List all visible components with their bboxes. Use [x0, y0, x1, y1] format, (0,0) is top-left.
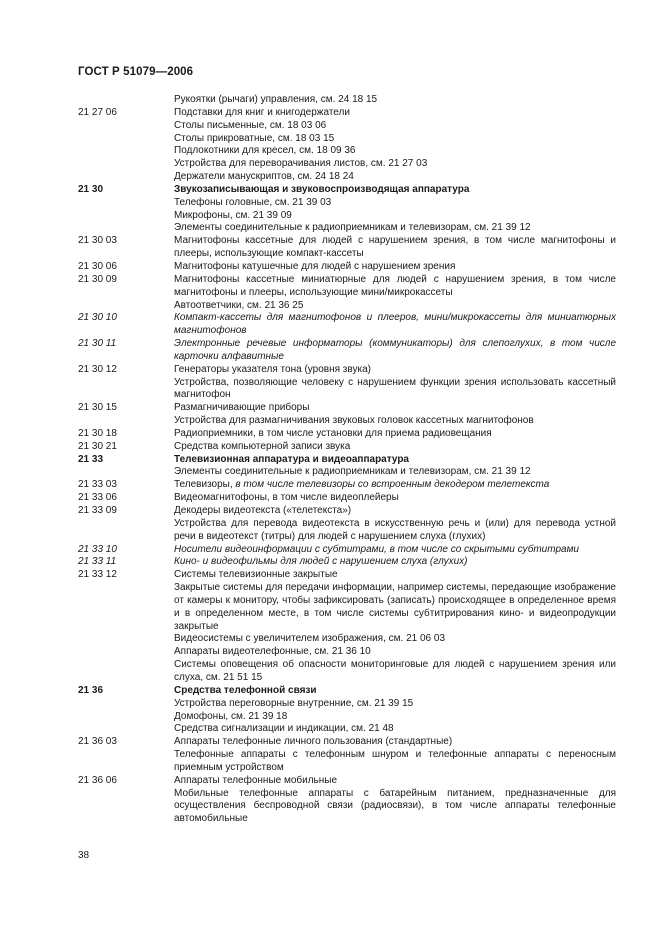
list-item: [78, 312, 616, 338]
list-item: [78, 184, 616, 197]
item-code: 21 30 15: [78, 402, 117, 414]
list-item: [78, 364, 616, 377]
list-item: [78, 338, 616, 364]
item-code: [78, 633, 174, 646]
item-code: [78, 120, 174, 133]
list-item: [78, 145, 616, 158]
item-text: Системы телевизионные закрытые: [174, 569, 338, 581]
list-item: [78, 659, 616, 685]
item-code: [78, 197, 174, 210]
item-code: 21 33: [78, 453, 104, 465]
item-text: Магнитофоны катушечные для людей с нарушением зрения: [174, 260, 456, 272]
list-item: [78, 454, 616, 467]
item-text: Аппараты видеотелефонные, см. 21 36 10: [174, 646, 371, 658]
item-code: [78, 582, 174, 633]
list-item: [78, 300, 616, 313]
item-text: Устройства, позволяющие человеку с нарушением функции зрения использовать кассетный магнитофон: [174, 376, 616, 401]
item-code: [78, 145, 174, 158]
item-code: 21 30 12: [78, 363, 117, 375]
list-item: [78, 428, 616, 441]
item-text: Магнитофоны кассетные для людей с нарушением зрения, в том числе магнитофоны и плееры, использующие компакт-кассеты: [174, 235, 616, 260]
item-text: Кино- и видеофильмы для людей с нарушением слуха (глухих): [174, 556, 468, 568]
list-item: [78, 492, 616, 505]
item-text: Устройства для переворачивания листов, см. 21 27 03: [174, 158, 428, 170]
item-code: 21 33 11: [78, 556, 117, 568]
item-code: 21 30 18: [78, 427, 117, 439]
list-item: [78, 556, 616, 569]
item-code: [78, 466, 174, 479]
item-code: [78, 723, 174, 736]
list-item: [78, 736, 616, 749]
item-text: Телевизионная аппаратура и видеоаппаратура: [174, 453, 409, 465]
item-text: Элементы соединительные к радиоприемникам и телевизорам, см. 21 39 12: [174, 222, 531, 234]
item-code: 21 30: [78, 183, 104, 195]
item-code: [78, 646, 174, 659]
list-item: [78, 274, 616, 300]
item-code: [78, 94, 174, 107]
item-text: Подставки для книг и книгодержатели: [174, 106, 350, 118]
item-text: Декодеры видеотекста («телетекста»): [174, 505, 352, 516]
item-code: 21 30 21: [78, 440, 117, 452]
item-text: Подлокотники для кресел, см. 18 09 36: [174, 145, 356, 157]
list-item: [78, 711, 616, 724]
item-code: 21 30 06: [78, 260, 117, 272]
list-item: [78, 685, 616, 698]
list-item: [78, 582, 616, 633]
item-code: 21 30 11: [78, 338, 117, 350]
list-item: [78, 377, 616, 403]
item-text: Телефоны головные, см. 21 39 03: [174, 196, 332, 208]
list-item: [78, 788, 616, 827]
item-code: [78, 300, 174, 313]
list-item: [78, 441, 616, 454]
item-code: 21 36 06: [78, 774, 117, 786]
item-text: Мобильные телефонные аппараты с батарейным питанием, предназначенные для осуществления беспроводной связи (радиосвязи), в том числе аппараты телефонные автомобильные: [174, 787, 616, 825]
item-text: Устройства для перевода видеотекста в искусственную речь и (или) для перевода устной речи в видеотекст (титры) для людей с нарушением слуха (глухих): [174, 517, 616, 542]
item-text: Генераторы указателя тона (уровня звука): [174, 363, 371, 375]
item-text: Устройства для размагничивания звуковых головок кассетных магнитофонов: [174, 415, 534, 427]
item-text: Видеосистемы с увеличителем изображения, см. 21 06 03: [174, 633, 446, 645]
item-text: Средства компьютерной записи звука: [174, 440, 351, 452]
list-item: [78, 222, 616, 235]
item-text: Телефонные аппараты с телефонным шнуром и телефонные аппараты с переносным приемным устройством: [174, 749, 616, 773]
item-code: [78, 210, 174, 223]
list-item: [78, 235, 616, 261]
list-item: [78, 197, 616, 210]
item-code: 21 33 10: [78, 543, 117, 555]
item-code: [78, 788, 174, 827]
list-item: [78, 505, 616, 518]
item-code: [78, 133, 174, 146]
item-text: Системы оповещения об опасности мониторинговые для людей с нарушением зрения или слуха, см. 21 51 15: [174, 659, 616, 683]
item-text: Магнитофоны кассетные миниатюрные для людей с нарушением зрения, в том числе магнитофоны и плееры, использующие мини/микрокассеты: [174, 273, 616, 298]
list-item: [78, 261, 616, 274]
list-item: [78, 518, 616, 544]
list-item: [78, 171, 616, 184]
list-item: [78, 479, 616, 492]
list-item: [78, 133, 616, 146]
list-item: [78, 120, 616, 133]
item-text: Элементы соединительные к радиоприемникам и телевизорам, см. 21 39 12: [174, 466, 531, 478]
item-text: Столы прикроватные, см. 18 03 15: [174, 132, 335, 144]
item-text: Средства телефонной связи: [174, 684, 317, 696]
item-text: Закрытые системы для передачи информации, например системы, передающие изображение от камеры к монитору, чтобы зафиксировать (записать) происходящее в определенное время и в определенном месте, в том числе системы субтитрирования кино- и видеопродукции закрытые: [174, 582, 616, 632]
item-code: [78, 659, 174, 685]
item-text: Рукоятки (рычаги) управления, см. 24 18 15: [174, 94, 378, 105]
item-code: 21 27 06: [78, 106, 117, 118]
item-text: Аппараты телефонные личного пользования (стандартные): [174, 736, 453, 748]
item-text: Домофоны, см. 21 39 18: [174, 710, 288, 722]
item-code: 21 33 09: [78, 505, 117, 516]
item-code: [78, 171, 174, 184]
page-header: ГОСТ Р 51079—2006: [78, 66, 194, 78]
item-text: Размагничивающие приборы: [174, 402, 310, 414]
item-code: [78, 415, 174, 428]
item-text: Аппараты телефонные мобильные: [174, 774, 338, 786]
classification-list: [78, 94, 616, 826]
list-item: [78, 544, 616, 557]
page-number: 38: [78, 850, 90, 861]
item-code: 21 36: [78, 684, 104, 696]
item-code: 21 33 12: [78, 569, 117, 581]
list-item: [78, 158, 616, 171]
list-item: [78, 569, 616, 582]
list-item: [78, 723, 616, 736]
item-code: 21 30 09: [78, 273, 117, 285]
item-code: [78, 222, 174, 235]
item-text: Носители видеоинформации с субтитрами, в том числе со скрытыми субтитрами: [174, 543, 579, 555]
item-code: [78, 518, 174, 544]
item-code: [78, 711, 174, 724]
list-item: [78, 749, 616, 775]
list-item: [78, 775, 616, 788]
list-item: [78, 633, 616, 646]
item-code: 21 36 03: [78, 736, 117, 748]
list-item: [78, 415, 616, 428]
item-text: Средства сигнализации и индикации, см. 21 48: [174, 723, 394, 735]
item-text: Телевизоры, в том числе телевизоры со встроенным декодером телетекста: [174, 479, 550, 491]
item-code: [78, 698, 174, 711]
item-text: Радиоприемники, в том числе установки для приема радиовещания: [174, 427, 492, 439]
item-text: Компакт-кассеты для магнитофонов и плееров, мини/микрокассеты для миниатюрных магнитофонов: [174, 312, 616, 337]
item-text: Микрофоны, см. 21 39 09: [174, 209, 292, 221]
item-text: Держатели манускриптов, см. 24 18 24: [174, 171, 354, 183]
list-item: [78, 107, 616, 120]
item-code: 21 33 06: [78, 492, 117, 504]
item-text: Автоответчики, см. 21 36 25: [174, 299, 304, 311]
list-item: [78, 646, 616, 659]
item-code: 21 33 03: [78, 479, 117, 491]
item-code: [78, 158, 174, 171]
item-code: 21 30 10: [78, 312, 117, 324]
list-item: [78, 466, 616, 479]
item-code: [78, 377, 174, 403]
list-item: [78, 210, 616, 223]
item-text: Звукозаписывающая и звуковоспроизводящая аппаратура: [174, 183, 470, 195]
item-code: 21 30 03: [78, 235, 117, 247]
list-item: [78, 94, 616, 107]
item-text: Видеомагнитофоны, в том числе видеоплейеры: [174, 492, 399, 504]
item-text: Электронные речевые информаторы (коммуникаторы) для слепоглухих, в том числе карточки алфавитные: [174, 338, 616, 362]
list-item: [78, 402, 616, 415]
item-code: [78, 749, 174, 775]
item-text: Устройства переговорные внутренние, см. 21 39 15: [174, 697, 414, 709]
item-text: Столы письменные, см. 18 03 06: [174, 119, 327, 131]
list-item: [78, 698, 616, 711]
